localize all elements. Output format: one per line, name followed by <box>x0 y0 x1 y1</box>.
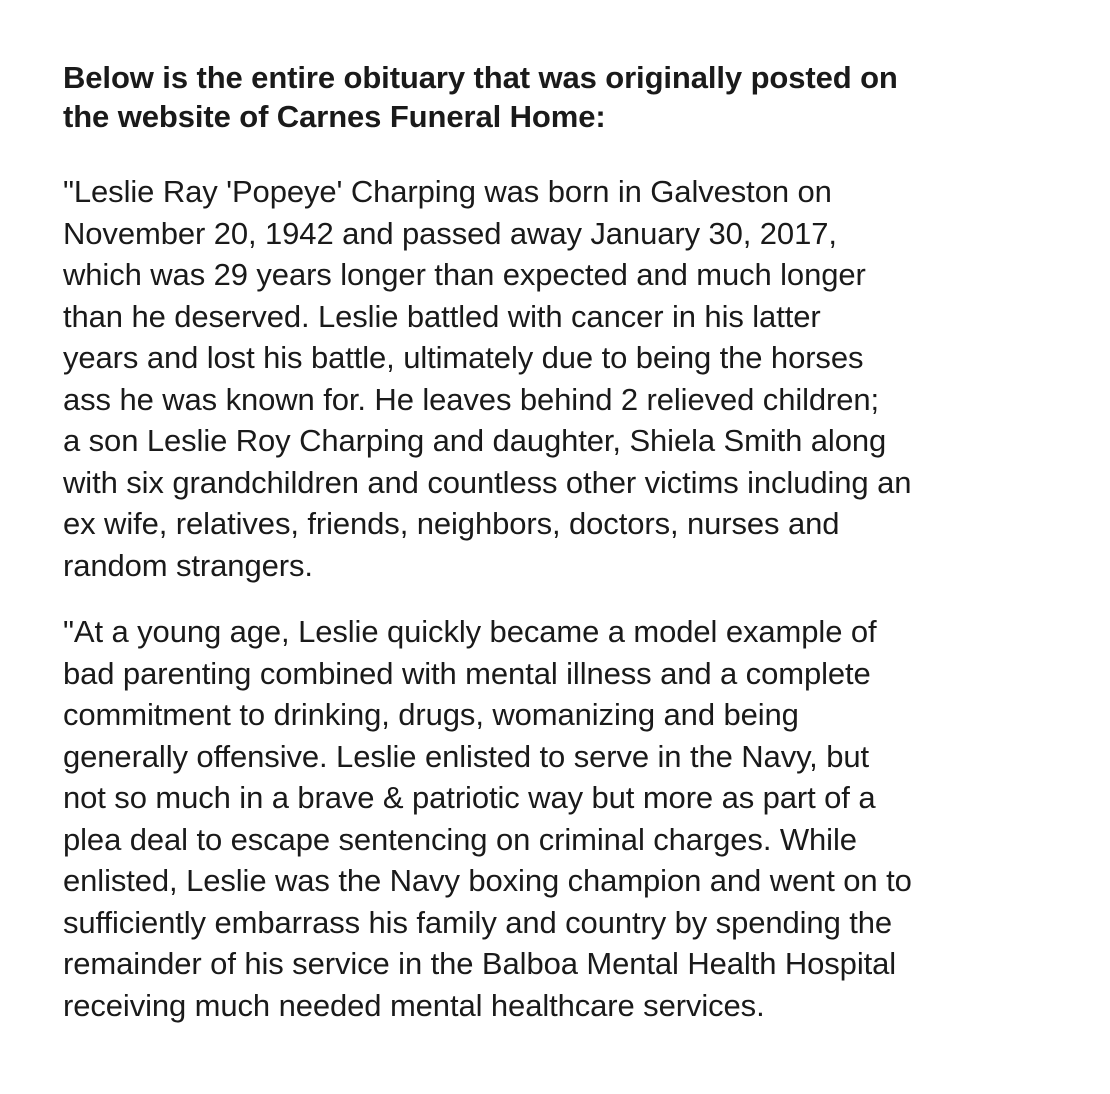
paragraph-line: "At a young age, Leslie quickly became a model example of <box>63 614 877 649</box>
paragraph-line: a son Leslie Roy Charping and daughter, Shiela Smith along <box>63 423 887 458</box>
paragraph-line: with six grandchildren and countless other victims including an <box>63 464 912 500</box>
paragraph-line: random strangers. <box>63 547 313 583</box>
paragraph-line: generally offensive. Leslie enlisted to serve in the Navy, but <box>63 738 870 774</box>
paragraph-line: remainder of his service in the Balboa Mental Health Hospital <box>63 946 897 981</box>
obituary-document <box>63 58 1083 1026</box>
paragraph-line: commitment to drinking, drugs, womanizing and being <box>63 697 799 732</box>
paragraph-line: than he deserved. Leslie battled with cancer in his latter <box>63 298 821 334</box>
paragraph-line: which was 29 years longer than expected and much longer <box>63 257 866 292</box>
paragraph-line: ass he was known for. He leaves behind 2 relieved children; <box>63 381 880 417</box>
paragraph-1 <box>63 171 1083 586</box>
paragraph-line: not so much in a brave & patriotic way but more as part of a <box>63 780 876 815</box>
paragraph-line: receiving much needed mental healthcare services. <box>63 987 765 1023</box>
document-heading <box>63 58 1083 136</box>
heading-line: Below is the entire obituary that was originally posted on <box>63 60 898 95</box>
paragraph-line: plea deal to escape sentencing on criminal charges. While <box>63 821 857 857</box>
paragraph-line: ex wife, relatives, friends, neighbors, doctors, nurses and <box>63 506 840 541</box>
paragraph-line: years and lost his battle, ultimately due to being the horses <box>63 340 864 375</box>
paragraph-2 <box>63 611 1083 1026</box>
paragraph-line: sufficiently embarrass his family and country by spending the <box>63 904 893 940</box>
paragraph-line: November 20, 1942 and passed away January 30, 2017, <box>63 215 837 251</box>
paragraph-line: bad parenting combined with mental illness and a complete <box>63 655 871 691</box>
paragraph-line: "Leslie Ray 'Popeye' Charping was born in Galveston on <box>63 174 832 209</box>
heading-line: the website of Carnes Funeral Home: <box>63 99 606 134</box>
paragraph-line: enlisted, Leslie was the Navy boxing champion and went on to <box>63 863 912 898</box>
